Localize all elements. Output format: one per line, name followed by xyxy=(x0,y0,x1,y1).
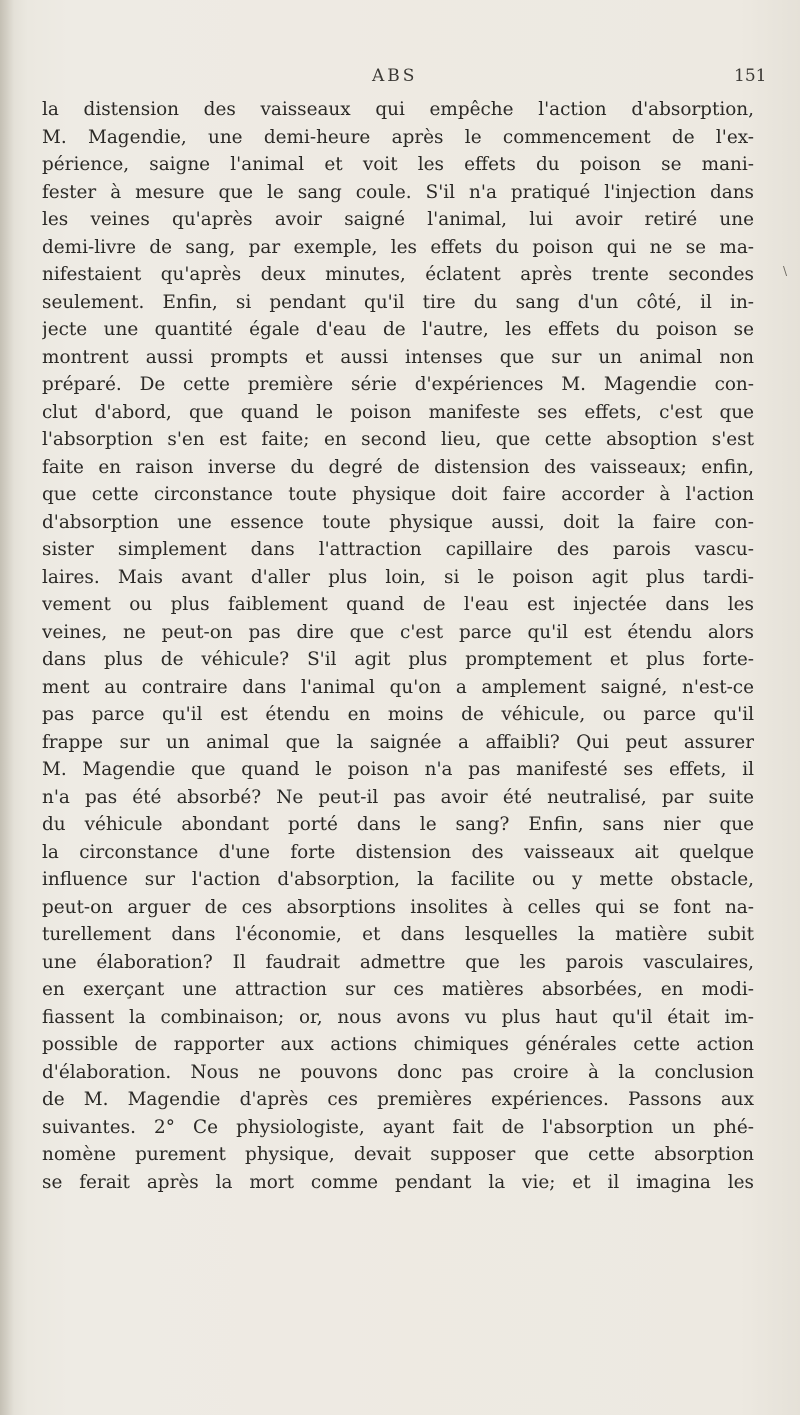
text-line: se ferait après la mort comme pendant la vie; et il imagina les xyxy=(42,1171,754,1193)
text-line: sister simplement dans l'attraction capillaire des parois vascu- xyxy=(42,539,754,560)
text-line: montrent aussi prompts et aussi intenses que sur un animal non xyxy=(42,346,754,368)
text-line: dans plus de véhicule? S'il agit plus promptement et plus forte- xyxy=(42,649,754,670)
text-line: ment au contraire dans l'animal qu'on a amplement saigné, n'est-ce xyxy=(42,676,754,698)
page-number: 151 xyxy=(734,66,767,86)
text-line: laires. Mais avant d'aller plus loin, si le poison agit plus tardi- xyxy=(42,566,754,588)
text-line: seulement. Enfin, si pendant qu'il tire du sang d'un côté, il in- xyxy=(42,291,754,313)
text-line: une élaboration? Il faudrait admettre que les parois vasculaires, xyxy=(42,951,754,973)
text-line: fiassent la combinaison; or, nous avons vu plus haut qu'il était im- xyxy=(42,1006,754,1028)
text-line: frappe sur un animal que la saignée a affaibli? Qui peut assurer xyxy=(42,731,754,753)
text-line: d'élaboration. Nous ne pouvons donc pas croire à la conclusion xyxy=(42,1061,754,1083)
text-line: que cette circonstance toute physique doit faire accorder à l'action xyxy=(42,484,754,505)
text-line: demi-livre de sang, par exemple, les effets du poison qui ne se ma- xyxy=(42,236,754,258)
page-fold-shadow xyxy=(0,0,14,1415)
text-line: veines, ne peut-on pas dire que c'est parce qu'il est étendu alors xyxy=(42,621,754,643)
text-line: fester à mesure que le sang coule. S'il n'a pratiqué l'injection dans xyxy=(42,181,754,203)
text-line: faite en raison inverse du degré de distension des vaisseaux; enfin, xyxy=(42,456,754,478)
text-line: périence, saigne l'animal et voit les effets du poison se mani- xyxy=(42,154,754,175)
text-line: l'absorption s'en est faite; en second lieu, que cette absoption s'est xyxy=(42,429,754,450)
text-line: nifestaient qu'après deux minutes, éclatent après trente secondes xyxy=(42,264,754,285)
text-line: d'absorption une essence toute physique aussi, doit la faire con- xyxy=(42,511,754,533)
text-line: la distension des vaisseaux qui empêche l'action d'absorption, xyxy=(42,99,754,120)
text-line: influence sur l'action d'absorption, la facilite ou y mette obstacle, xyxy=(42,869,754,890)
text-line: turellement dans l'économie, et dans lesquelles la matière subit xyxy=(42,924,754,945)
body-text xyxy=(42,96,754,1196)
text-line: de M. Magendie d'après ces premières expériences. Passons aux xyxy=(42,1089,754,1110)
text-line: les veines qu'après avoir saigné l'animal, lui avoir retiré une xyxy=(42,209,754,230)
text-line: suivantes. 2° Ce physiologiste, ayant fait de l'absorption un phé- xyxy=(42,1116,754,1138)
text-line: possible de rapporter aux actions chimiques générales cette action xyxy=(42,1034,754,1055)
text-line: clut d'abord, que quand le poison manifeste ses effets, c'est que xyxy=(42,401,754,423)
text-line: peut-on arguer de ces absorptions insolites à celles qui se font na- xyxy=(42,896,754,918)
text-line: en exerçant une attraction sur ces matières absorbées, en modi- xyxy=(42,979,754,1000)
text-line: préparé. De cette première série d'expériences M. Magendie con- xyxy=(42,374,754,395)
text-line: vement ou plus faiblement quand de l'eau est injectée dans les xyxy=(42,594,754,615)
text-line: n'a pas été absorbé? Ne peut-il pas avoir été neutralisé, par suite xyxy=(42,786,754,808)
text-line: jecte une quantité égale d'eau de l'autre, les effets du poison se xyxy=(42,319,754,340)
text-line: du véhicule abondant porté dans le sang? Enfin, sans nier que xyxy=(42,814,754,835)
text-line: M. Magendie que quand le poison n'a pas manifesté ses effets, il xyxy=(42,759,754,780)
running-title: ABS xyxy=(372,66,418,86)
text-line: pas parce qu'il est étendu en moins de véhicule, ou parce qu'il xyxy=(42,704,754,725)
text-line: nomène purement physique, devait supposer que cette absorption xyxy=(42,1144,754,1165)
text-line: M. Magendie, une demi-heure après le commencement de l'ex- xyxy=(42,126,754,148)
margin-mark: \ xyxy=(783,264,788,278)
page-header xyxy=(0,66,800,88)
text-line: la circonstance d'une forte distension des vaisseaux ait quelque xyxy=(42,841,754,863)
